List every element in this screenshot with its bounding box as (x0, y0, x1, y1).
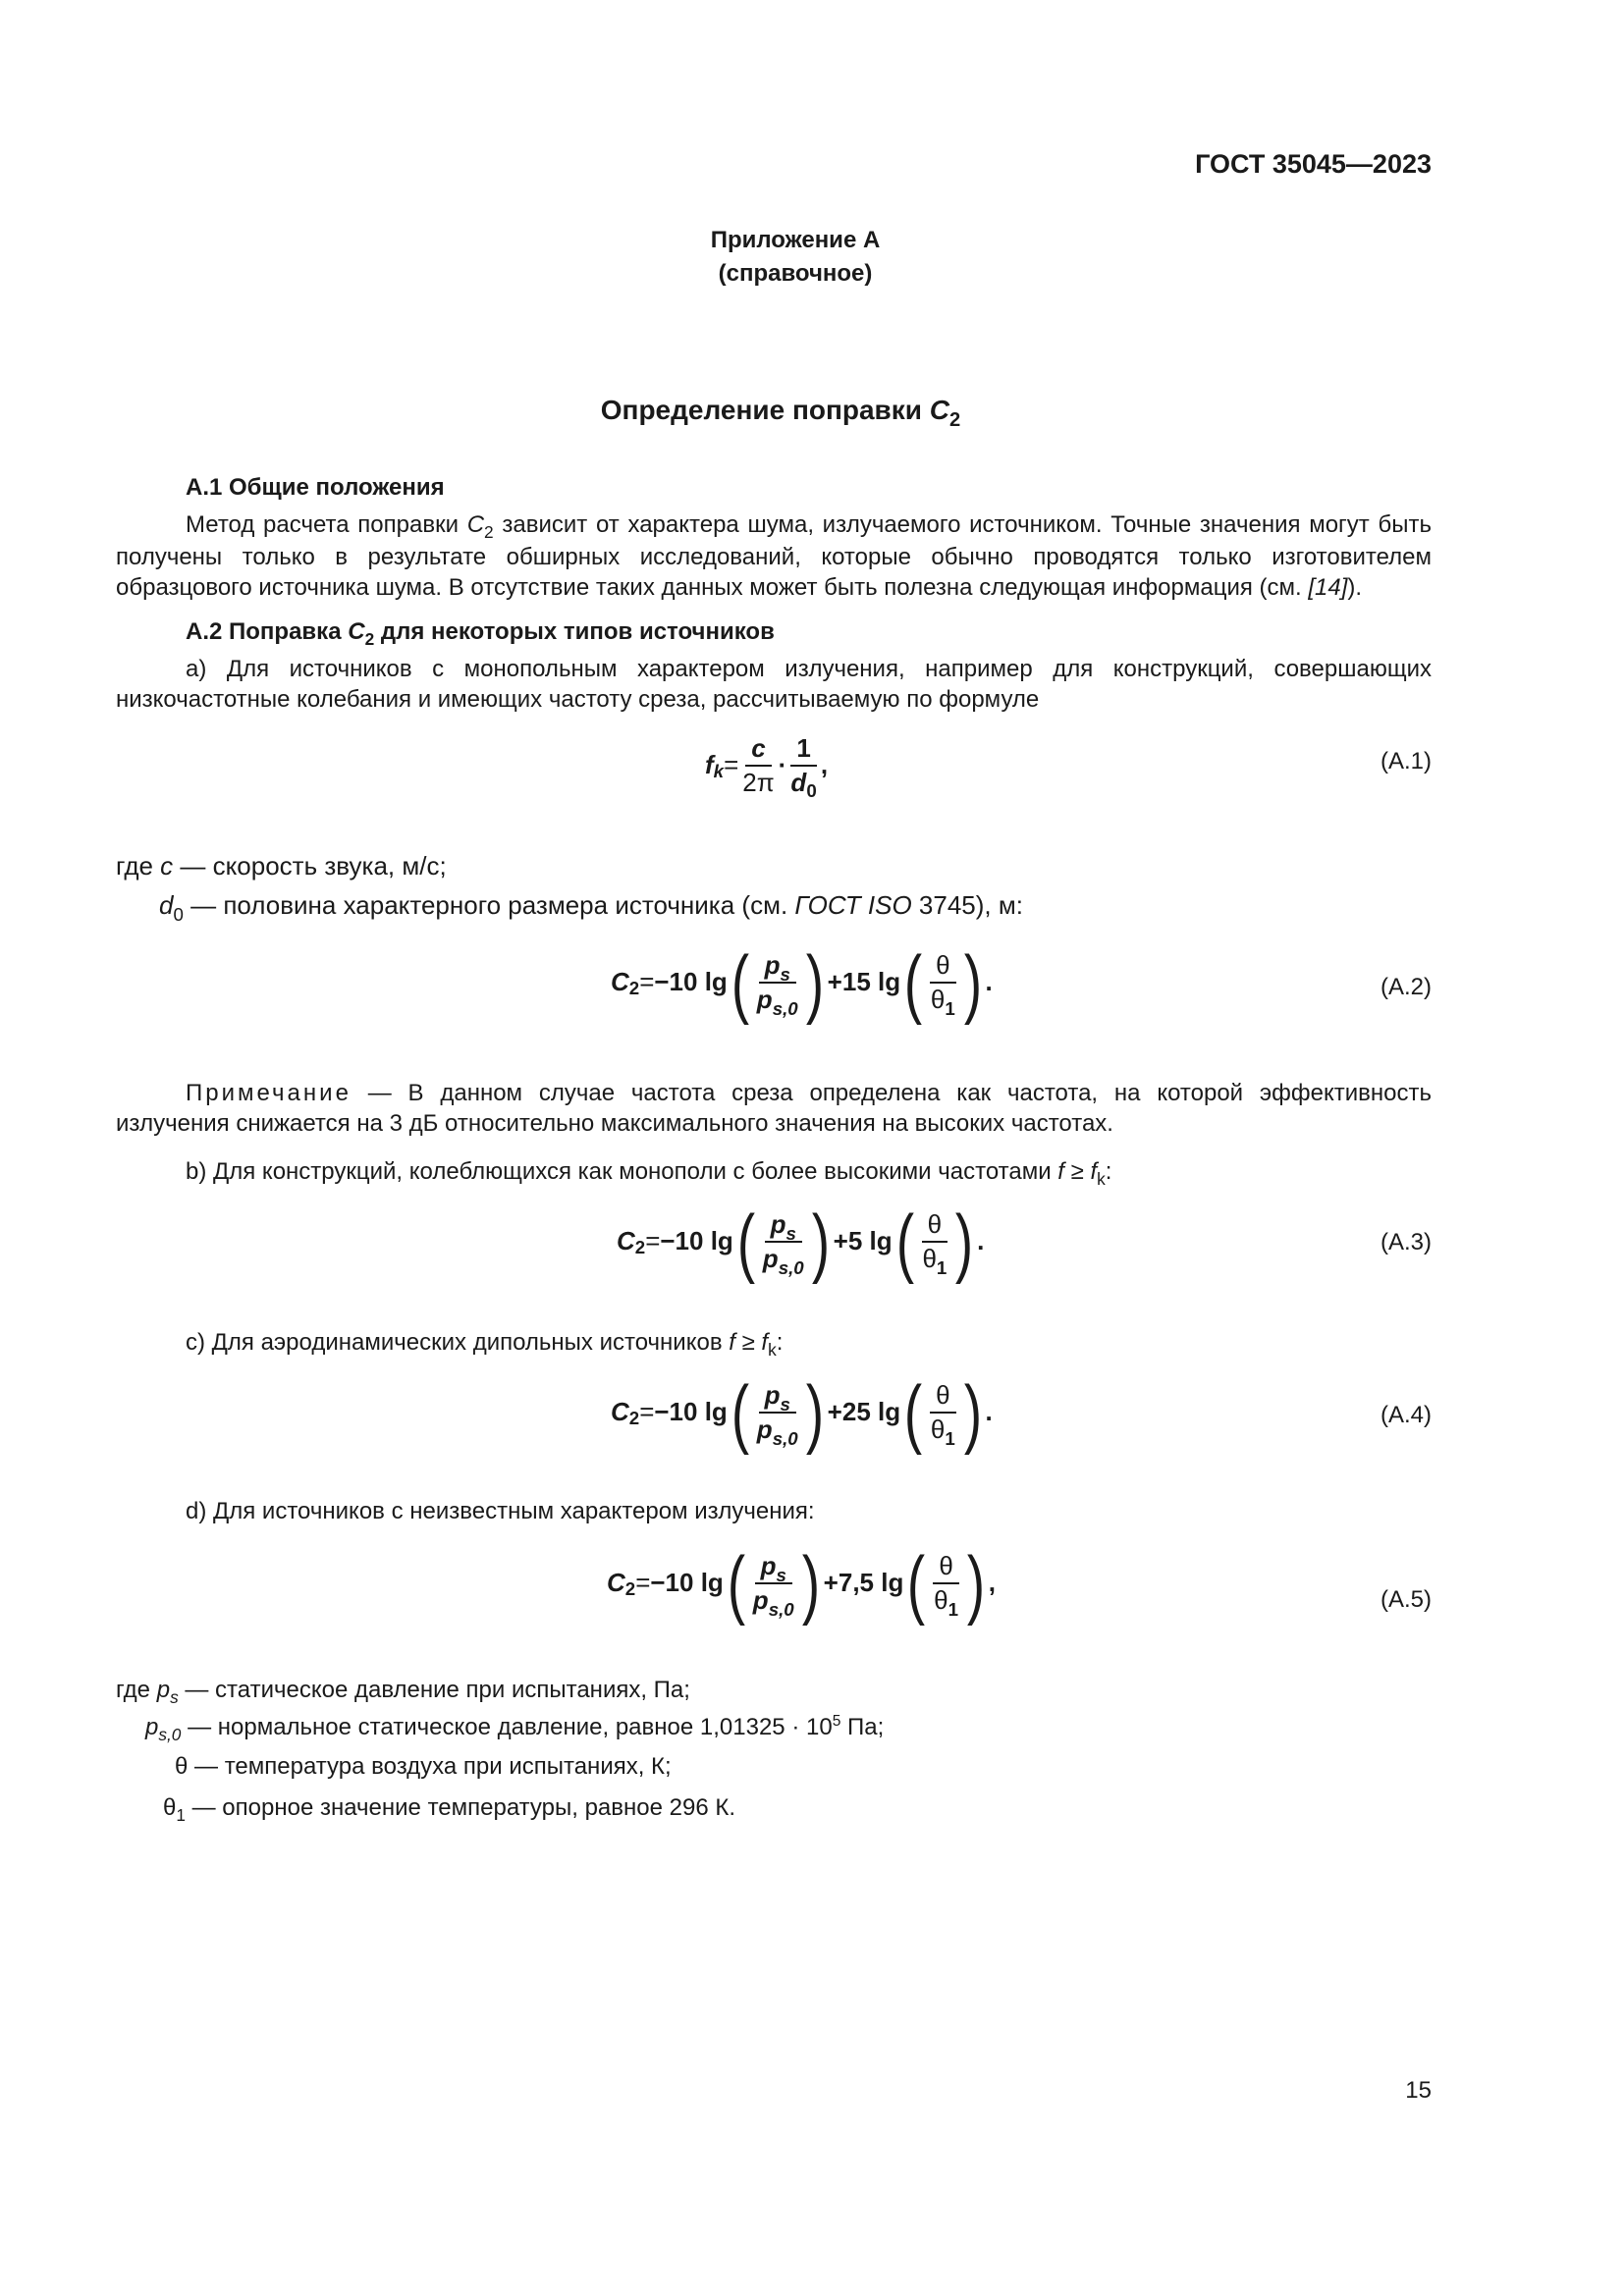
equation-number: (А.4) (1380, 1402, 1432, 1428)
numerator (765, 1210, 802, 1243)
subscript: 1 (947, 1598, 958, 1620)
denominator (790, 767, 817, 802)
punctuation: . (985, 1397, 993, 1427)
numerator (759, 951, 796, 984)
symbol: p (764, 1380, 781, 1411)
text-run: ). (1347, 574, 1363, 601)
punctuation: , (820, 749, 829, 779)
symbol: p (760, 1551, 777, 1581)
left-paren: ( (895, 1199, 914, 1285)
equals-sign: = (635, 1568, 651, 1598)
section-a1-paragraph (116, 509, 1432, 603)
subscript: k (1097, 1169, 1106, 1190)
fraction (790, 733, 817, 802)
reference-link[interactable]: ГОСТ ISO (794, 890, 912, 920)
numerator: θ (930, 951, 955, 984)
subscript: s,0 (772, 997, 798, 1019)
coefficient: +7,5 lg (823, 1568, 904, 1598)
section-a1-heading: А.1 Общие положения (186, 474, 445, 501)
equation-number: (А.2) (1380, 974, 1432, 1000)
section-a2-heading (186, 616, 775, 650)
subscript: s (780, 963, 790, 985)
definition-c (116, 850, 447, 883)
subscript: s (780, 1393, 790, 1415)
symbol: θ (922, 1244, 937, 1273)
text-run: А.2 Поправка (186, 618, 349, 645)
subscript: 2 (624, 1578, 636, 1600)
definition-text: — опорное значение температуры, равное 296 К. (185, 1794, 735, 1821)
equation-number: (А.3) (1380, 1229, 1432, 1255)
definition-text: 3745), м: (911, 890, 1023, 920)
subscript: s (785, 1222, 796, 1244)
symbol: C (466, 511, 485, 538)
item-b (186, 1156, 1112, 1190)
item-d: d) Для источников с неизвестным характером излучения: (186, 1498, 815, 1524)
equals-sign: = (639, 1397, 655, 1427)
subscript: k (713, 760, 725, 781)
fraction (922, 1209, 947, 1278)
right-paren: ) (963, 939, 982, 1026)
subscript: s (776, 1564, 786, 1585)
note-paragraph (116, 1078, 1432, 1139)
text-run: Метод расчета поправки (186, 511, 467, 538)
parenthesized-fraction (728, 1369, 828, 1456)
symbol: d (790, 767, 807, 797)
left-paren: ( (727, 1540, 745, 1627)
annex-caption (0, 224, 1591, 291)
symbol: θ (930, 1415, 946, 1444)
subscript: 1 (176, 1805, 186, 1826)
denominator (934, 1584, 958, 1620)
symbol: p (764, 950, 781, 981)
denominator (756, 1414, 798, 1449)
numerator: c (745, 734, 771, 767)
definition-ps0 (145, 1712, 885, 1745)
left-paren: ( (904, 1369, 923, 1456)
left-paren: ( (736, 1199, 755, 1285)
subscript: 0 (806, 780, 817, 802)
symbol: θ (163, 1794, 177, 1821)
equation-a2 (611, 939, 993, 1026)
subscript: s,0 (158, 1725, 182, 1745)
item-text: b) Для конструкций, колеблющихся как монополи с более высокими частотами (186, 1158, 1058, 1185)
title-text: Определение поправки (600, 395, 930, 425)
denominator (756, 984, 798, 1019)
parenthesized-fraction (733, 1199, 834, 1285)
equation-a1 (705, 733, 829, 802)
symbol: θ (930, 985, 946, 1014)
left-paren: ( (731, 939, 749, 1026)
symbol: f (705, 749, 714, 779)
equation-a3 (617, 1199, 985, 1285)
coefficient: −10 lg (654, 1397, 728, 1427)
subscript: 2 (628, 1408, 640, 1429)
coefficient: −10 lg (660, 1226, 733, 1256)
symbol: d (159, 890, 174, 920)
symbol: p (770, 1209, 786, 1240)
symbol: θ (934, 1585, 948, 1615)
symbol: p (762, 1244, 779, 1273)
right-paren: ) (805, 1369, 824, 1456)
parenthesized-fraction (900, 1369, 985, 1456)
right-paren: ) (811, 1199, 830, 1285)
definition-d0 (159, 889, 1023, 923)
page-number: 15 (1405, 2077, 1432, 2104)
parenthesized-fraction (724, 1540, 824, 1627)
left-paren: ( (731, 1369, 749, 1456)
note-label: Примечание (186, 1080, 352, 1106)
title-symbol: C (929, 395, 950, 425)
symbol: p (156, 1677, 171, 1703)
fraction (756, 1380, 798, 1449)
fraction (756, 950, 798, 1019)
text-run: для некоторых типов источников (374, 618, 775, 645)
coefficient: +15 lg (827, 967, 901, 997)
subscript: 0 (173, 903, 184, 925)
fraction (762, 1209, 804, 1278)
left-paren: ( (907, 1540, 926, 1627)
symbol: C (607, 1568, 625, 1598)
subscript: 1 (936, 1256, 947, 1278)
denominator (930, 1414, 955, 1449)
annex-title (0, 393, 1561, 432)
right-paren: ) (955, 1199, 974, 1285)
symbol: θ (175, 1753, 189, 1780)
right-paren: ) (801, 1540, 820, 1627)
parenthesized-fraction (900, 939, 985, 1026)
equation-number: (А.5) (1380, 1586, 1432, 1613)
condition: f ≥ f (1057, 1158, 1098, 1185)
right-paren: ) (805, 939, 824, 1026)
text-run: зависит от характера шума, излучаемого источником. Точные значения могут быть получены только в результате обширных исследований, которые обычно проводятся только изготовителем образцового источника шума. В отсутствие таких данных может быть полезна следующая информация (см. (116, 511, 1432, 601)
right-paren: ) (966, 1540, 985, 1627)
left-paren: ( (904, 939, 923, 1026)
reference-link[interactable]: [14] (1308, 574, 1348, 601)
parenthesized-fraction (893, 1199, 977, 1285)
symbol: p (756, 1415, 773, 1444)
annex-status: (справочное) (718, 260, 873, 287)
definition-text: Па; (840, 1714, 885, 1740)
document-number: ГОСТ 35045—2023 (1195, 149, 1432, 179)
numerator (759, 1381, 796, 1414)
denominator (752, 1584, 794, 1620)
subscript: s,0 (768, 1598, 794, 1620)
punctuation: . (985, 967, 993, 997)
symbol: p (145, 1714, 159, 1740)
numerator: 1 (790, 734, 816, 767)
definition-text: — скорость звука, м/с; (173, 851, 447, 881)
coefficient: −10 lg (654, 967, 728, 997)
title-subscript: 2 (949, 409, 961, 432)
fraction (742, 734, 774, 796)
fraction (933, 1551, 958, 1620)
equation-a5 (607, 1540, 996, 1627)
subscript: s,0 (778, 1256, 804, 1278)
denominator (930, 984, 955, 1019)
subscript: s,0 (772, 1427, 798, 1449)
superscript: 5 (832, 1713, 841, 1731)
item-text: c) Для аэродинамических дипольных источников (186, 1329, 730, 1356)
definition-ps (116, 1675, 690, 1708)
numerator: θ (930, 1381, 955, 1414)
dot-operator: · (778, 749, 787, 779)
item-c (186, 1327, 784, 1361)
symbol: c (160, 851, 174, 881)
denominator: 2π (742, 767, 775, 797)
coefficient: +25 lg (827, 1397, 901, 1427)
subscript: s (170, 1687, 179, 1708)
item-a-paragraph: а) Для источников с монопольным характером излучения, например для конструкций, совершающих низкочастотные колебания и имеющих частоту среза, рассчитываемую по формуле (116, 656, 1432, 713)
punctuation: , (988, 1568, 996, 1598)
fraction (930, 1380, 955, 1449)
subscript: 2 (634, 1237, 646, 1258)
coefficient: +5 lg (833, 1226, 893, 1256)
symbol: C (611, 1397, 629, 1427)
subscript: 1 (945, 1427, 955, 1449)
fraction (930, 950, 955, 1019)
definition-theta (175, 1751, 672, 1782)
where-label: где (116, 1677, 157, 1703)
punctuation: : (776, 1329, 784, 1356)
definition-text: — половина характерного размера источника (см. (183, 890, 795, 920)
subscript: 2 (628, 978, 640, 999)
annex-label: Приложение А (710, 227, 881, 253)
subscript: 2 (484, 522, 494, 543)
fraction (752, 1551, 794, 1620)
definition-text: — статическое давление при испытаниях, Па; (178, 1677, 690, 1703)
definition-text: — нормальное статическое давление, равное 1,01325 · 10 (181, 1714, 833, 1740)
punctuation: . (977, 1226, 985, 1256)
numerator (755, 1552, 792, 1584)
where-label: где (116, 851, 161, 881)
equation-number: (А.1) (1380, 748, 1432, 774)
equals-sign: = (645, 1226, 661, 1256)
subscript: k (768, 1340, 777, 1361)
condition: f ≥ f (729, 1329, 769, 1356)
numerator: θ (922, 1210, 947, 1243)
parenthesized-fraction (903, 1540, 988, 1627)
coefficient: −10 lg (650, 1568, 724, 1598)
symbol: p (752, 1585, 769, 1615)
note-text: — В данном случае частота среза определена как частота, на которой эффективность излучения снижается на 3 дБ относительно максимального значения на высоких частотах. (116, 1080, 1432, 1137)
symbol: p (756, 985, 773, 1014)
subscript: 1 (945, 997, 955, 1019)
punctuation: : (1105, 1158, 1112, 1185)
subscript: 2 (364, 629, 375, 650)
parenthesized-fraction (728, 939, 828, 1026)
definition-text: — температура воздуха при испытаниях, К; (188, 1753, 672, 1780)
equals-sign: = (639, 967, 655, 997)
definition-theta1 (163, 1792, 735, 1826)
symbol: C (348, 618, 365, 645)
denominator (762, 1243, 804, 1278)
equals-sign: = (724, 749, 739, 779)
right-paren: ) (963, 1369, 982, 1456)
denominator (922, 1243, 947, 1278)
equation-a4 (611, 1369, 993, 1456)
symbol: C (611, 967, 629, 997)
numerator: θ (933, 1552, 958, 1584)
symbol: C (617, 1226, 635, 1256)
